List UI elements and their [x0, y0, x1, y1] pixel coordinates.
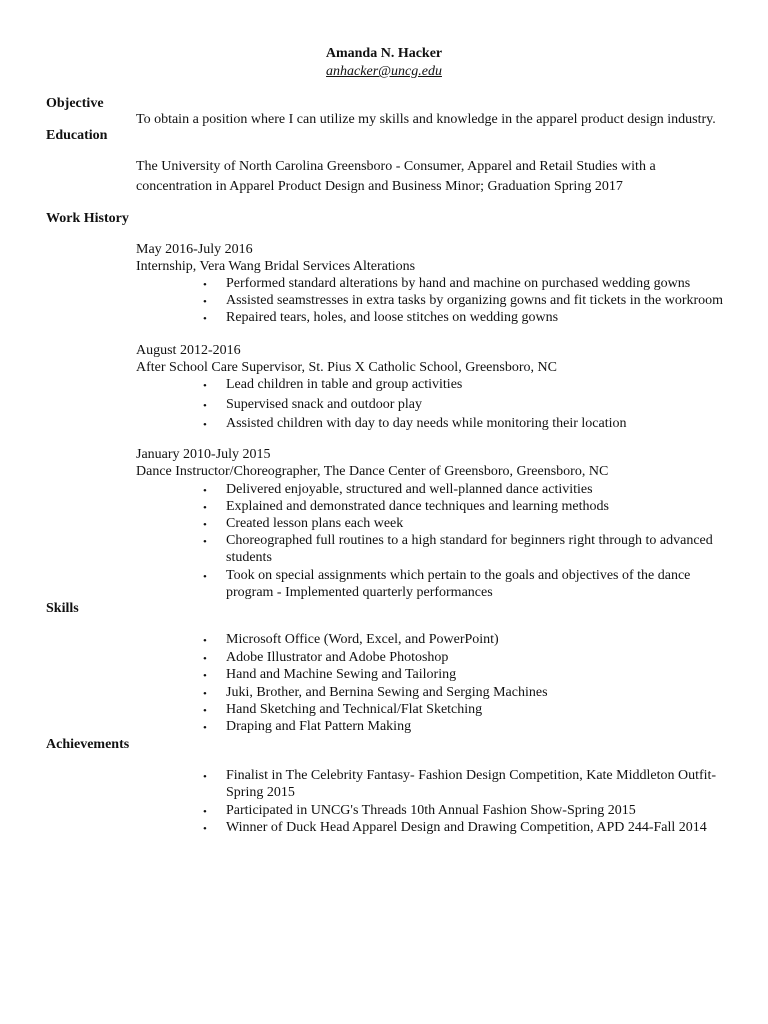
bullet-text: Explained and demonstrated dance techniques and learning methods [226, 499, 609, 514]
skill-text: Hand Sketching and Technical/Flat Sketching [226, 702, 483, 717]
bullet-icon: • [203, 823, 207, 835]
skills-heading: Skills [46, 601, 79, 616]
bullet-text: Performed standard alterations by hand and machine on purchased wedding gowns [226, 276, 691, 291]
bullet-icon: • [203, 688, 207, 700]
bullet-icon: • [203, 380, 207, 392]
objective-heading: Objective [46, 96, 104, 111]
bullet-icon: • [203, 806, 207, 818]
bullet-icon: • [203, 502, 207, 514]
bullet-text: Assisted children with day to day needs while monitoring their location [226, 416, 627, 431]
skill-text: Juki, Brother, and Bernina Sewing and Serging Machines [226, 685, 548, 700]
bullet-icon: • [203, 571, 207, 583]
bullet-text: Assisted seamstresses in extra tasks by organizing gowns and fit tickets in the workroom [226, 293, 724, 308]
education-line-2: concentration in Apparel Product Design and Business Minor; Graduation Spring 2017 [136, 179, 623, 194]
job-title: After School Care Supervisor, St. Pius X Catholic School, Greensboro, NC [136, 360, 557, 375]
bullet-icon: • [203, 313, 207, 325]
achievements-heading: Achievements [46, 737, 130, 752]
bullet-text: Took on special assignments which pertain to the goals and objectives of the dance [226, 568, 691, 583]
bullet-icon: • [203, 670, 207, 682]
objective-text: To obtain a position where I can utilize my skills and knowledge in the apparel product design industry. [136, 112, 716, 127]
resume-name: Amanda N. Hacker [325, 46, 443, 61]
bullet-icon: • [203, 705, 207, 717]
bullet-text: Created lesson plans each week [226, 516, 404, 531]
bullet-icon: • [203, 419, 207, 431]
bullet-text-continued: program - Implemented quarterly performances [226, 585, 493, 600]
job-title: Dance Instructor/Choreographer, The Dance Center of Greensboro, Greensboro, NC [136, 464, 609, 479]
bullet-icon: • [203, 722, 207, 734]
bullet-text-continued: students [226, 550, 272, 565]
skill-text: Adobe Illustrator and Adobe Photoshop [226, 650, 449, 665]
bullet-icon: • [203, 296, 207, 308]
bullet-icon: • [203, 536, 207, 548]
achievement-text: Finalist in The Celebrity Fantasy- Fashion Design Competition, Kate Middleton Outfit- [226, 768, 717, 783]
job-title: Internship, Vera Wang Bridal Services Alterations [136, 259, 416, 274]
job-dates: May 2016-July 2016 [136, 242, 253, 257]
skill-text: Draping and Flat Pattern Making [226, 719, 412, 734]
education-heading: Education [46, 128, 108, 143]
achievement-text: Participated in UNCG's Threads 10th Annual Fashion Show-Spring 2015 [226, 803, 636, 818]
bullet-text: Repaired tears, holes, and loose stitches on wedding gowns [226, 310, 559, 325]
bullet-icon: • [203, 635, 207, 647]
education-line-1: The University of North Carolina Greensboro - Consumer, Apparel and Retail Studies with a [136, 159, 656, 174]
email-link[interactable]: anhacker@uncg.edu [326, 64, 442, 79]
work-history-heading: Work History [46, 211, 129, 226]
bullet-text: Choreographed full routines to a high standard for beginners right through to advanced [226, 533, 713, 548]
bullet-text: Lead children in table and group activities [226, 377, 463, 392]
skill-text: Microsoft Office (Word, Excel, and PowerPoint) [226, 632, 499, 647]
job-dates: January 2010-July 2015 [136, 447, 271, 462]
bullet-text: Delivered enjoyable, structured and well-planned dance activities [226, 482, 593, 497]
bullet-icon: • [203, 279, 207, 291]
achievement-text-continued: Spring 2015 [226, 785, 295, 800]
bullet-icon: • [203, 653, 207, 665]
bullet-icon: • [203, 519, 207, 531]
skill-text: Hand and Machine Sewing and Tailoring [226, 667, 457, 682]
bullet-icon: • [203, 771, 207, 783]
bullet-icon: • [203, 485, 207, 497]
bullet-text: Supervised snack and outdoor play [226, 397, 422, 412]
achievement-text: Winner of Duck Head Apparel Design and Drawing Competition, APD 244-Fall 2014 [226, 820, 707, 835]
bullet-icon: • [203, 400, 207, 412]
job-dates: August 2012-2016 [136, 343, 241, 358]
